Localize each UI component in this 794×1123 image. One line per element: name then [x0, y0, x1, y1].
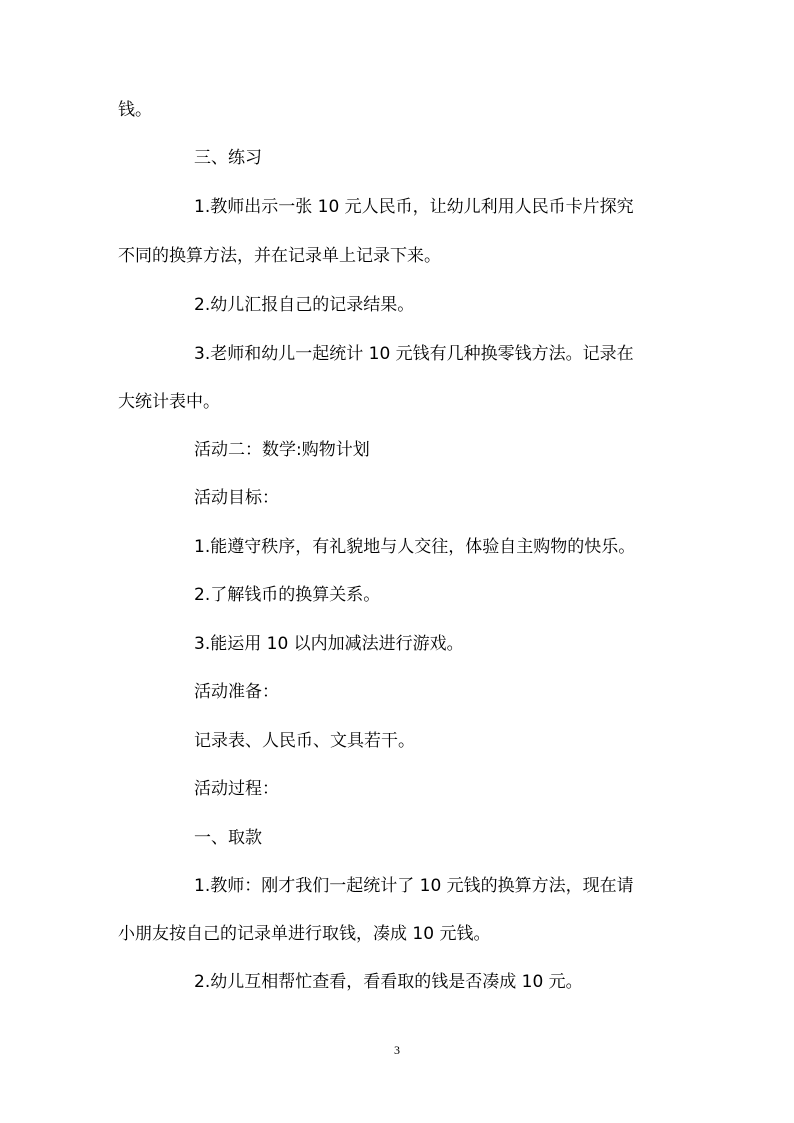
paragraph-line: 2.了解钱币的换算关系。: [194, 585, 381, 605]
paragraph-line: 2.幼儿汇报自己的记录结果。: [194, 295, 415, 315]
paragraph-line: 钱。: [118, 100, 152, 120]
paragraph-line: 大统计表中。: [118, 392, 220, 412]
section-heading: 活动准备：: [194, 682, 279, 702]
paragraph-line: 小朋友按自己的记录单进行取钱，凑成 10 元钱。: [118, 924, 491, 944]
section-heading: 活动目标：: [194, 488, 279, 508]
section-heading: 活动过程：: [194, 779, 279, 799]
paragraph-line: 2.幼儿互相帮忙查看，看看取的钱是否凑成 10 元。: [194, 972, 583, 992]
section-heading: 一、取款: [194, 828, 262, 848]
section-heading: 三、练习: [194, 148, 262, 168]
paragraph-line: 3.能运用 10 以内加减法进行游戏。: [194, 634, 464, 654]
paragraph-line: 记录表、人民币、文具若干。: [194, 731, 415, 751]
paragraph-line: 1.教师出示一张 10 元人民币，让幼儿利用人民币卡片探究: [194, 197, 634, 217]
page-number: 3: [394, 1043, 400, 1057]
paragraph-line: 3.老师和幼儿一起统计 10 元钱有几种换零钱方法。记录在: [194, 344, 634, 364]
paragraph-line: 不同的换算方法，并在记录单上记录下来。: [118, 246, 441, 266]
activity-title: 活动二：数学:购物计划: [194, 440, 370, 460]
paragraph-line: 1.教师：刚才我们一起统计了 10 元钱的换算方法，现在请: [194, 876, 634, 896]
paragraph-line: 1.能遵守秩序，有礼貌地与人交往，体验自主购物的快乐。: [194, 537, 636, 557]
